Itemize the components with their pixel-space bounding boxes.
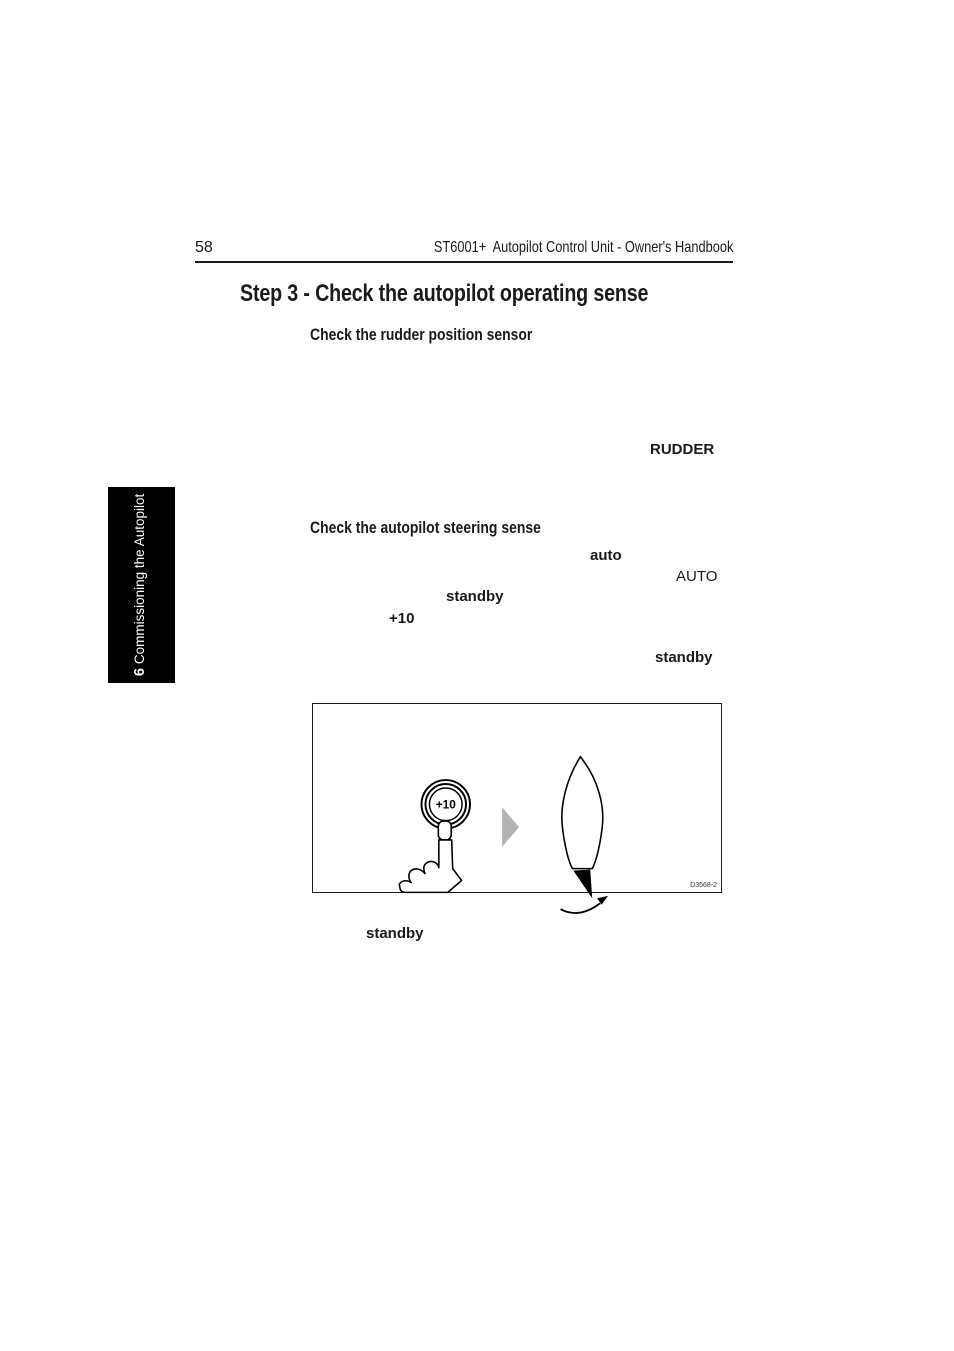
rudder-icon	[573, 870, 592, 899]
keyword-auto-display: AUTO	[676, 568, 718, 585]
figure-illustration	[313, 739, 721, 927]
chapter-tab-label	[134, 494, 150, 676]
step-title: Step 3 - Check the autopilot operating sense	[240, 280, 649, 307]
handbook-header	[195, 239, 733, 257]
rudder-turn-arrow-icon	[561, 896, 608, 913]
plus10-button-label: +10	[435, 797, 456, 812]
keyword-rudder: RUDDER	[650, 441, 715, 458]
chapter-tab	[108, 487, 175, 683]
chapter-name: Commissioning the Autopilot	[132, 493, 148, 665]
keyword-standby-3: standby	[366, 925, 424, 942]
chapter-number: 6	[132, 668, 149, 677]
boat-hull-icon	[562, 757, 603, 869]
keyword-standby-1: standby	[446, 588, 504, 605]
figure-box	[312, 703, 722, 893]
proceed-arrow-icon	[502, 807, 519, 847]
header-rule	[195, 261, 733, 263]
keyword-auto: auto	[590, 547, 622, 564]
keyword-plus10: +10	[389, 610, 415, 627]
subheading-rudder-sensor: Check the rudder position sensor	[310, 325, 533, 344]
handbook-header-title: ST6001+ Autopilot Control Unit - Owner's Handbook	[433, 239, 733, 256]
page-number: 58	[195, 239, 213, 256]
figure-drawing-id: D3568-2	[690, 882, 717, 889]
keyword-standby-2: standby	[655, 649, 713, 666]
pointing-hand-icon	[399, 821, 461, 892]
subheading-steering-sense: Check the autopilot steering sense	[310, 518, 541, 537]
